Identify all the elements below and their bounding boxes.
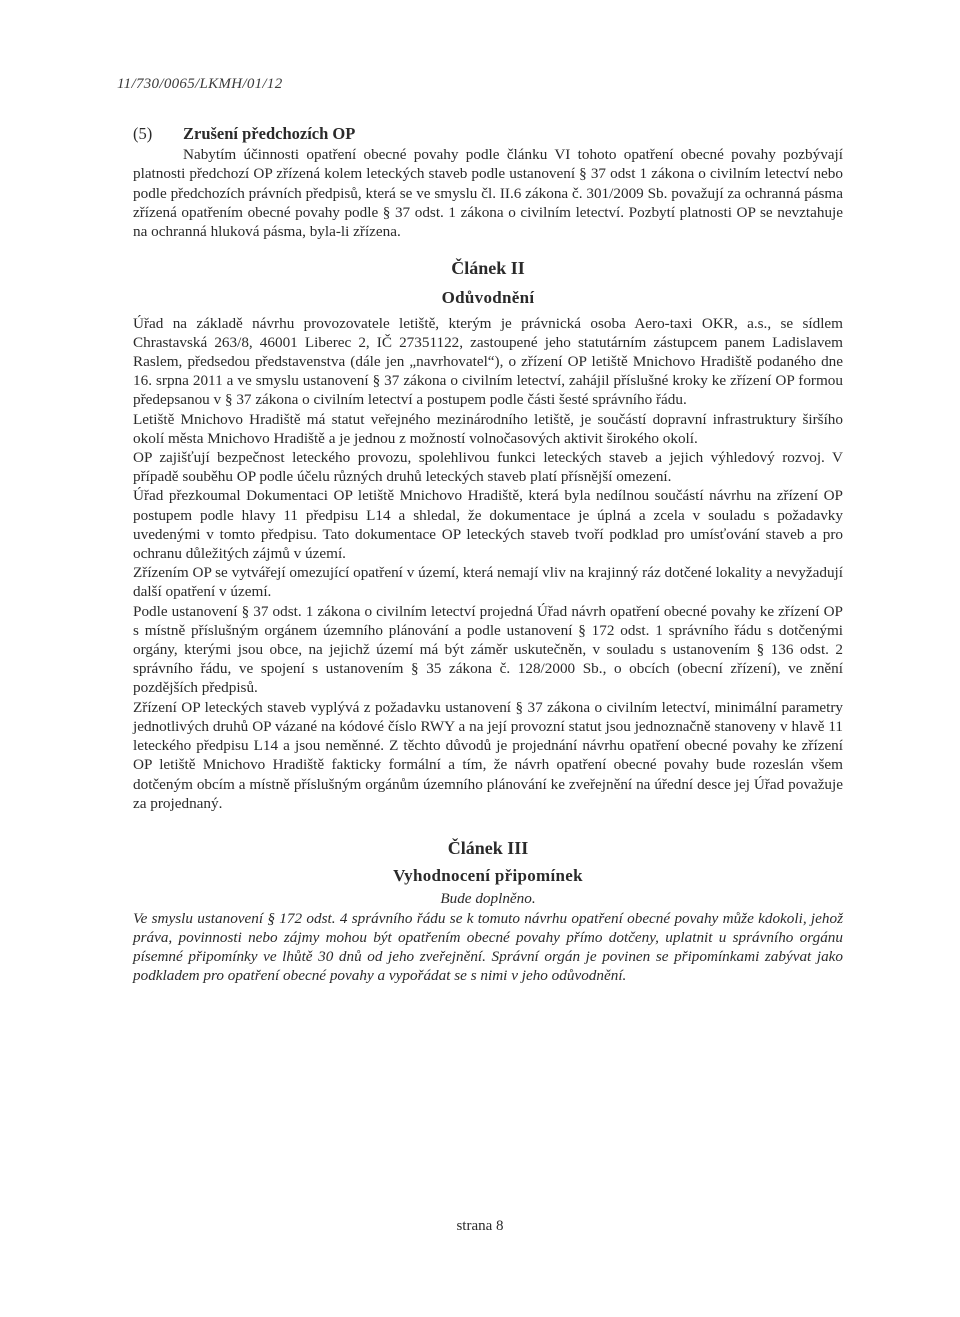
section-5-number: (5): [133, 124, 153, 143]
article-2-subtitle: Odůvodnění: [441, 288, 535, 308]
section-5-text: Nabytím účinnosti opatření obecné povahy podle článku VI tohoto opatření obecné povahy pozbývají platnosti předchozí OP zřízená kolem leteckých staveb podle ustanovení § 37 odst 1 zákona o civilním letectví nebo podle předchozích právních předpisů, která se ve smyslu čl. II.6 zákona č. 301/2009 Sb. považují za ochranná pásma zřízená opatřením obecné povahy podle § 37 odst. 1 zákona o civilním letectví. Pozbytí platnosti OP se nevztahuje na ochranná hluková pásma, byla-li zřízena.: [133, 146, 843, 241]
article-2-paragraph: Zřízení OP leteckých staveb vyplývá z požadavku ustanovení § 37 zákona o civilním letectví, minimální parametry jednotlivých druhů OP vázané na kódové číslo RWY a na její provozní statut jsou jednoznačně stanoveny v hlavě 11 leteckého předpisu L14 a jsou neměnné. Z těchto důvodů je projednání návrhu opatření obecné povahy ke zřízení OP letiště Mnichovo Hradiště fakticky formální a tím, že návrh opatření obecné povahy bude rozeslán všem dotčeným obcím a místně příslušným orgánům územního plánování ke zveřejnění na úřední desce jej Úřad považuje za projednaný.: [133, 698, 843, 812]
document-reference: 11/730/0065/LKMH/01/12: [117, 76, 283, 92]
article-2-paragraph: Zřízením OP se vytvářejí omezující opatření v území, která nemají vliv na krajinný ráz dotčené lokality a nevyžadují další opatření v území.: [133, 564, 843, 601]
article-2-paragraph: Letiště Mnichovo Hradiště má statut veřejného mezinárodního letiště, je součástí dopravní infrastruktury širšího okolí města Mnichovo Hradiště a je jednou z možností volnočasových aktivit širokého okolí.: [133, 410, 843, 447]
article-2-paragraph: Úřad na základě návrhu provozovatele letiště, kterým je právnická osoba Aero-taxi OKR, a.s., se sídlem Chrastavská 263/8, 46001 Liberec 2, IČ 27351122, zastoupené jeho statutárním zástupcem panem Ladislavem Raslem, předsedou představenstva (dále jen „navrhovatel“), o zřízení OP letiště Mnichovo Hradiště podaného dne 16. srpna 2011 a ve smyslu ustanovení § 37 zákona o civilním letectví, zahájil příslušné kroky ke zřízení OP formou předepsanou v § 37 zákona o civilním letectví a postupem podle části šesté správního řádu.: [133, 314, 843, 409]
article-3-text: Ve smyslu ustanovení § 172 odst. 4 správního řádu se k tomuto návrhu opatření obecné povahy může kdokoli, jehož práva, povinnosti nebo zájmy mohou být opatřením obecné povahy přímo dotčeny, uplatnit u správního orgánu písemné připomínky ve lhůtě 30 dnů od jeho zveřejnění. Správní orgán je povinen se připomínkami zabývat jako podkladem pro opatření obecné povahy a vypořádat se s nimi v jeho odůvodnění.: [133, 909, 843, 985]
article-2-paragraph: OP zajišťují bezpečnost leteckého provozu, spolehlivou funkci leteckých staveb a jejich výhledový rozvoj. V případě souběhu OP podle účelu různých druhů leteckých staveb platí přísnější omezení.: [133, 449, 843, 486]
article-2-title: Článek II: [451, 258, 525, 279]
article-2: [133, 259, 843, 813]
article-3-title: Článek III: [447, 837, 529, 858]
document-body: [133, 124, 843, 985]
page-number: strana 8: [456, 1218, 504, 1234]
article-3: [133, 839, 843, 985]
article-3-subtitle: Vyhodnocení připomínek: [393, 866, 583, 886]
article-2-paragraph: Podle ustanovení § 37 odst. 1 zákona o civilním letectví projedná Úřad návrh opatření obecné povahy ke zřízení OP s místně příslušným orgánem územního plánování a podle ustanovení § 172 odst. 1 správního řádu s dotčenými orgány, kterými jsou obce, na jejichž území má být záměr uskutečněn, v souladu s ustanovením § 136 odst. 2 správního řádu, ve spojení s ustanovením § 35 zákona č. 128/2000 Sb., o obcích (obecní zřízení), ve znění pozdějších předpisů.: [133, 602, 843, 697]
section-5-title: Zrušení předchozích OP: [183, 124, 356, 143]
article-3-note: Bude doplněno.: [440, 890, 536, 908]
section-5: [133, 124, 843, 241]
section-5-heading: [133, 124, 843, 143]
article-2-paragraph: Úřad přezkoumal Dokumentaci OP letiště Mnichovo Hradiště, která byla nedílnou součástí návrhu na zřízení OP postupem podle hlavy 11 předpisu L14 a shledal, že dokumentace je úplná a zcela v souladu s požadavky uvedenými v tomto předpisu. Tato dokumentace OP leteckých staveb tvoří podklad pro umísťování staveb a pro ochranu důležitých zájmů v území.: [133, 487, 843, 563]
